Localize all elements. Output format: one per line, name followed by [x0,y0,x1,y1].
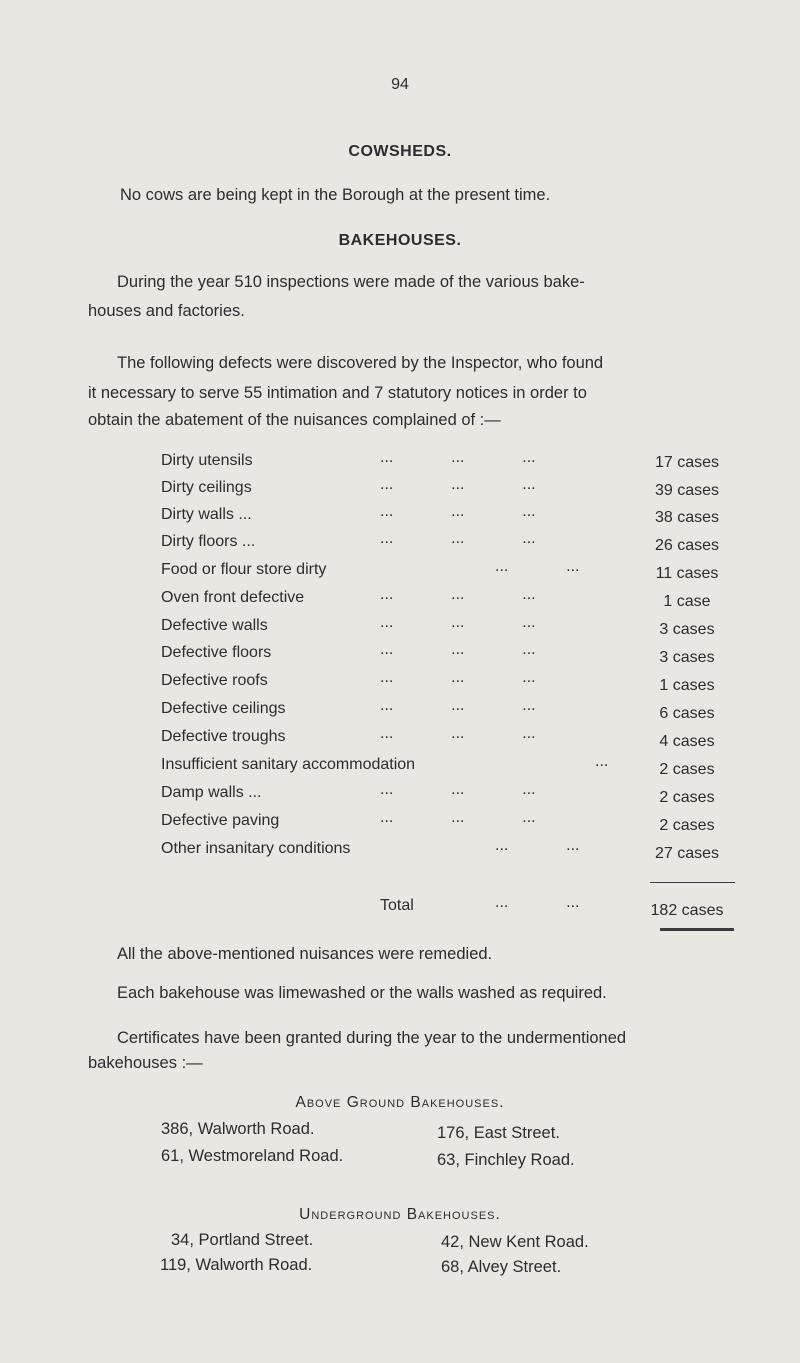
limewash-text: Each bakehouse was limewashed or the walls washed as required. [117,984,607,1002]
underground-address: 34, Portland Street. [171,1231,314,1249]
leader-dots: ... ... ... [380,503,536,520]
total-count: 182 cases [650,902,724,919]
defect-label: Dirty utensils [161,452,253,469]
underground-address: 42, New Kent Road. [441,1233,589,1251]
defect-count: 2 cases [659,817,715,834]
leader-dots: ... ... ... [380,641,536,658]
leader-dots: ... ... ... [380,449,536,466]
leader-dots: ... ... ... [380,614,536,631]
certificates-line2: bakehouses :— [88,1054,203,1072]
above-ground-address: 176, East Street. [437,1124,560,1142]
defect-count: 38 cases [654,509,720,526]
above-ground-heading: Above Ground Bakehouses. [295,1094,505,1111]
total-bottom-rule [660,928,734,931]
defect-count: 11 cases [655,565,719,582]
defect-label: Damp walls ... [161,784,262,801]
leader-dots: ... ... ... [380,530,536,547]
cowsheds-heading: COWSHEDS. [348,143,452,160]
above-ground-address: 61, Westmoreland Road. [161,1147,344,1165]
defect-count: 3 cases [659,621,715,638]
defect-label: Dirty floors ... [161,533,256,550]
defect-label: Defective paving [161,812,280,829]
bakehouses-heading: BAKEHOUSES. [338,232,462,249]
defect-count: 3 cases [659,649,715,666]
defect-label: Defective troughs [161,728,286,745]
leader-dots: ... ... ... [380,669,536,686]
above-ground-address: 63, Finchley Road. [437,1151,575,1169]
certificates-line1: Certificates have been granted during the year to the undermentioned [117,1029,627,1047]
defect-label: Dirty walls ... [161,506,252,523]
remedied-text: All the above-mentioned nuisances were remedied. [117,945,493,963]
leader-dots: ... [595,753,609,770]
leader-dots: ... ... ... [380,781,536,798]
defect-label: Defective roofs [161,672,268,689]
underground-address: 68, Alvey Street. [441,1258,562,1276]
total-label: Total [380,897,414,914]
leader-dots: ... ... ... [380,586,536,603]
leader-dots: ... ... ... [380,725,536,742]
defect-count: 2 cases [659,761,715,778]
leader-dots: ... ... [495,894,580,911]
defect-label: Defective ceilings [161,700,286,717]
leader-dots: ... ... ... [380,476,536,493]
defect-count: 1 case [663,593,711,610]
defect-count: 17 cases [654,454,720,471]
defect-label: Food or flour store dirty [161,561,327,578]
leader-dots: ... ... ... [380,809,536,826]
defect-label: Dirty ceilings [161,479,252,496]
defects-intro-line1: The following defects were discovered by the Inspector, who found [117,354,604,372]
bakehouses-intro-line2: houses and factories. [88,302,245,320]
defect-label: Other insanitary conditions [161,840,351,857]
defect-label: Defective walls [161,617,268,634]
defect-count: 26 cases [654,537,720,554]
above-ground-address: 386, Walworth Road. [161,1120,315,1138]
defect-count: 2 cases [659,789,715,806]
defect-label: Insufficient sanitary accommodation [161,756,416,773]
defect-count: 27 cases [654,845,720,862]
defect-count: 4 cases [659,733,715,750]
leader-dots: ... ... [495,837,580,854]
defect-label: Defective floors [161,644,272,661]
leader-dots: ... ... ... [380,697,536,714]
defect-count: 1 cases [659,677,715,694]
defect-label: Oven front defective [161,589,305,606]
defects-intro-line3: obtain the abatement of the nuisances complained of :— [88,411,501,429]
underground-address: 119, Walworth Road. [160,1256,313,1274]
page-number: 94 [391,76,409,93]
defect-count: 6 cases [659,705,715,722]
total-top-rule [650,882,735,883]
defects-intro-line2: it necessary to serve 55 intimation and 7 statutory notices in order to [88,384,587,402]
cowsheds-text: No cows are being kept in the Borough at the present time. [120,186,551,204]
bakehouses-intro-line1: During the year 510 inspections were made of the various bake- [117,273,585,291]
underground-heading: Underground Bakehouses. [299,1206,501,1223]
defect-count: 39 cases [654,482,720,499]
leader-dots: ... ... [495,558,580,575]
